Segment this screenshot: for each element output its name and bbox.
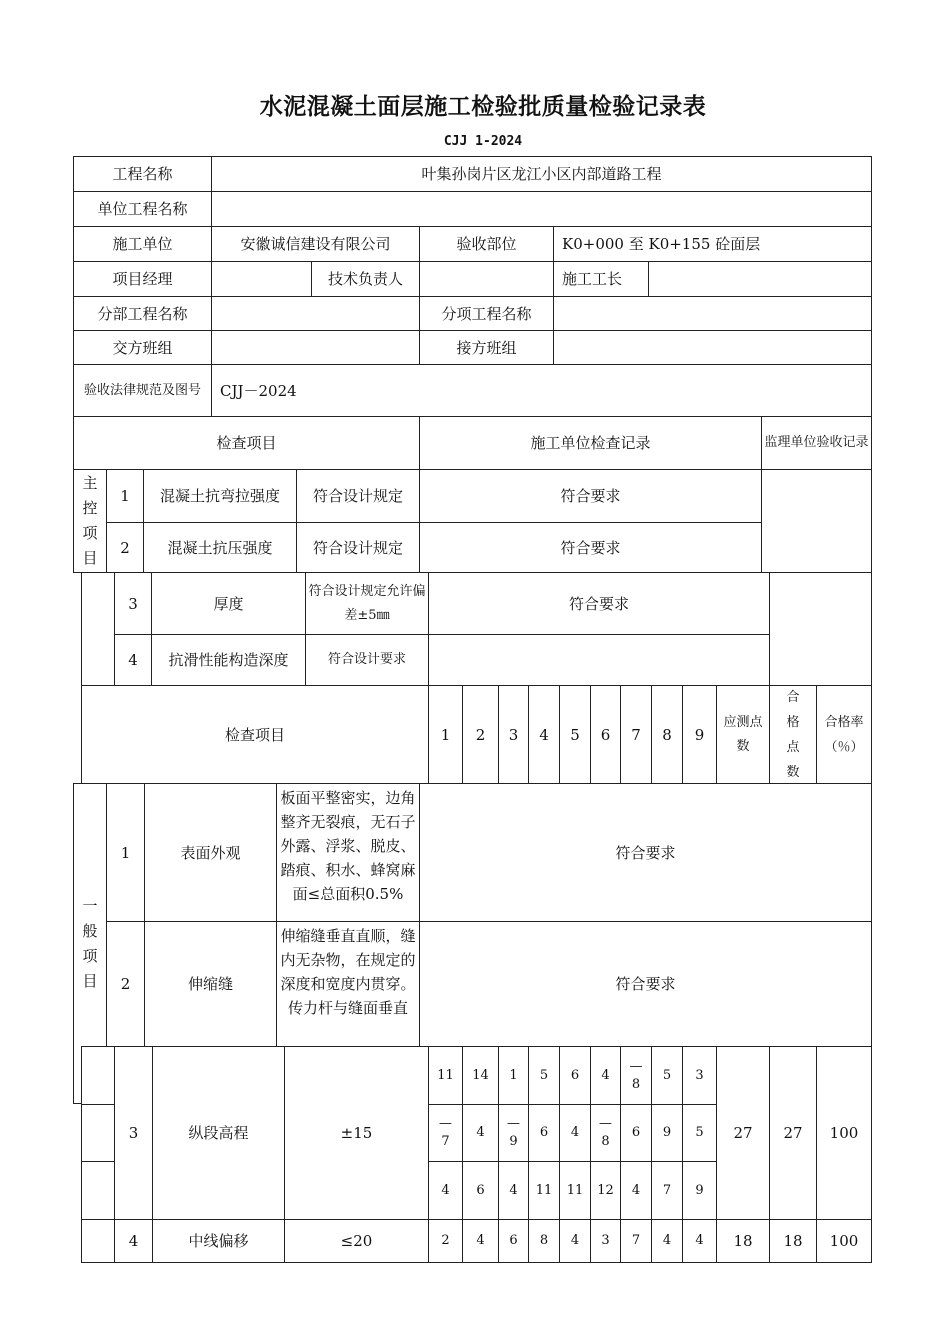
measured-value: 4 <box>590 1046 621 1105</box>
project-name-label: 工程名称 <box>73 156 212 192</box>
point-header: 1 <box>428 685 463 784</box>
tech-lead-value <box>419 261 554 297</box>
measured-value: — 8 <box>620 1046 652 1105</box>
item-project-label: 分项工程名称 <box>419 296 554 331</box>
measured-value: 4 <box>620 1161 652 1220</box>
acceptance-part-value: K0+000 至 K0+155 砼面层 <box>553 226 872 262</box>
measured-value: 1 <box>498 1046 529 1105</box>
measured-value: 4 <box>428 1161 463 1220</box>
main-control-label: 主控项目 <box>73 469 107 573</box>
spec-label: 验收法律规范及图号 <box>73 364 212 417</box>
tech-lead-label: 技术负责人 <box>311 261 420 297</box>
main-item-requirement: 符合设计要求 <box>305 634 429 686</box>
point-header: 5 <box>559 685 591 784</box>
main-item-requirement: 符合设计规定 <box>296 522 420 573</box>
rate-header: 合格率（％） <box>816 685 872 784</box>
measured-value: 6 <box>559 1046 591 1105</box>
project-manager-value <box>211 261 312 297</box>
measured-value: — 7 <box>428 1104 463 1162</box>
general-label-cont <box>81 1104 115 1162</box>
main-item-no: 4 <box>114 634 152 686</box>
point-header: 3 <box>498 685 529 784</box>
measured-value: 9 <box>651 1104 683 1162</box>
sub-project-value <box>211 296 420 331</box>
acceptance-part-label: 验收部位 <box>419 226 554 262</box>
handover-team-value <box>211 330 420 365</box>
point-header: 4 <box>528 685 560 784</box>
handover-team-label: 交方班组 <box>73 330 212 365</box>
project-name-value: 叶集孙岗片区龙江小区内部道路工程 <box>211 156 872 192</box>
check-item-header: 检查项目 <box>73 416 420 470</box>
project-manager-label: 项目经理 <box>73 261 212 297</box>
measured-value: 6 <box>462 1161 499 1220</box>
measured-value: — 9 <box>498 1104 529 1162</box>
page-title: 水泥混凝土面层施工检验批质量检验记录表 <box>259 94 707 120</box>
measured-should-measure: 27 <box>716 1046 770 1220</box>
general-label-cont <box>81 1046 115 1105</box>
measured-value: 4 <box>559 1219 591 1263</box>
main-supervisor-record-1-2 <box>761 469 872 573</box>
sub-project-label: 分部工程名称 <box>73 296 212 331</box>
measured-item-tolerance: ±15 <box>284 1046 429 1220</box>
main-control-label-cont <box>81 572 115 686</box>
main-item-name: 抗滑性能构造深度 <box>151 634 306 686</box>
measured-value: 6 <box>620 1104 652 1162</box>
measured-rate: 100 <box>816 1219 872 1263</box>
main-item-name: 混凝土抗弯拉强度 <box>143 469 297 523</box>
qualified-header: 合格点数 <box>769 685 817 784</box>
measured-value: 4 <box>651 1219 683 1263</box>
general-item-record: 符合要求 <box>419 783 872 922</box>
measured-value: — 8 <box>590 1104 621 1162</box>
main-item-no: 2 <box>106 522 144 573</box>
measured-value: 11 <box>528 1161 560 1220</box>
measured-value: 5 <box>651 1046 683 1105</box>
main-item-name: 混凝土抗压强度 <box>143 522 297 573</box>
unit-project-value <box>211 191 872 227</box>
measured-value: 7 <box>620 1219 652 1263</box>
measured-value: 4 <box>682 1219 717 1263</box>
general-item-no: 2 <box>106 921 145 1047</box>
general-item-requirement: 伸缩缝垂直直顺，缝内无杂物，在规定的深度和宽度内贯穿。传力杆与缝面垂直 <box>276 921 420 1047</box>
point-header: 8 <box>651 685 683 784</box>
supervisor-record-header: 监理单位验收记录 <box>761 416 872 470</box>
receive-team-value <box>553 330 872 365</box>
item-project-value <box>553 296 872 331</box>
measured-item-no: 3 <box>114 1046 153 1220</box>
measured-value: 4 <box>559 1104 591 1162</box>
main-item-record: 符合要求 <box>419 522 762 573</box>
general-item-requirement: 板面平整密实，边角整齐无裂痕，无石子外露、浮浆、脱皮、踏痕、积水、蜂窝麻面≤总面积0.5% <box>276 783 420 922</box>
point-header: 7 <box>620 685 652 784</box>
general-item-name: 表面外观 <box>144 783 277 922</box>
measured-value: 4 <box>462 1104 499 1162</box>
foreman-label: 施工工长 <box>553 261 649 297</box>
measured-value: 2 <box>428 1219 463 1263</box>
measured-item-name: 纵段高程 <box>152 1046 285 1220</box>
measured-item-no: 4 <box>114 1219 153 1263</box>
general-item-no: 1 <box>106 783 145 922</box>
point-header: 2 <box>462 685 499 784</box>
measured-value: 11 <box>559 1161 591 1220</box>
measure-check-item-header: 检查项目 <box>81 685 429 784</box>
main-item-no: 3 <box>114 572 152 635</box>
measured-should-measure: 18 <box>716 1219 770 1263</box>
measured-qualified: 27 <box>769 1046 817 1220</box>
general-item-name: 伸缩缝 <box>144 921 277 1047</box>
main-item-no: 1 <box>106 469 144 523</box>
point-header: 9 <box>682 685 717 784</box>
measured-item-tolerance: ≤20 <box>284 1219 429 1263</box>
contractor-value: 安徽诚信建设有限公司 <box>211 226 420 262</box>
main-item-record: 符合要求 <box>428 572 770 635</box>
unit-project-label: 单位工程名称 <box>73 191 212 227</box>
main-item-requirement: 符合设计规定 <box>296 469 420 523</box>
foreman-value <box>648 261 872 297</box>
spec-value: CJJ－2024 <box>211 364 872 417</box>
standard-code: CJJ 1-2024 <box>443 134 523 149</box>
measured-value: 4 <box>462 1219 499 1263</box>
general-item-record: 符合要求 <box>419 921 872 1047</box>
general-label-cont <box>81 1161 115 1220</box>
measured-value: 3 <box>590 1219 621 1263</box>
measured-value: 11 <box>428 1046 463 1105</box>
measured-value: 12 <box>590 1161 621 1220</box>
measured-value: 4 <box>498 1161 529 1220</box>
main-item-name: 厚度 <box>151 572 306 635</box>
measured-value: 9 <box>682 1161 717 1220</box>
main-item-record: 符合要求 <box>419 469 762 523</box>
general-label: 一般项目 <box>73 783 107 1104</box>
contractor-label: 施工单位 <box>73 226 212 262</box>
measured-value: 6 <box>528 1104 560 1162</box>
contractor-record-header: 施工单位检查记录 <box>419 416 762 470</box>
measured-rate: 100 <box>816 1046 872 1220</box>
measured-value: 8 <box>528 1219 560 1263</box>
measured-value: 5 <box>528 1046 560 1105</box>
measured-value: 5 <box>682 1104 717 1162</box>
measured-value: 14 <box>462 1046 499 1105</box>
should-measure-header: 应测点数 <box>716 685 770 784</box>
main-supervisor-record-3-4 <box>769 572 872 686</box>
measured-value: 3 <box>682 1046 717 1105</box>
main-item-record <box>428 634 770 686</box>
measured-item-name: 中线偏移 <box>152 1219 285 1263</box>
receive-team-label: 接方班组 <box>419 330 554 365</box>
measured-value: 6 <box>498 1219 529 1263</box>
measured-value: 7 <box>651 1161 683 1220</box>
point-header: 6 <box>590 685 621 784</box>
general-label-cont <box>81 1219 115 1263</box>
measured-qualified: 18 <box>769 1219 817 1263</box>
main-item-requirement: 符合设计规定允许偏差±5㎜ <box>305 572 429 635</box>
